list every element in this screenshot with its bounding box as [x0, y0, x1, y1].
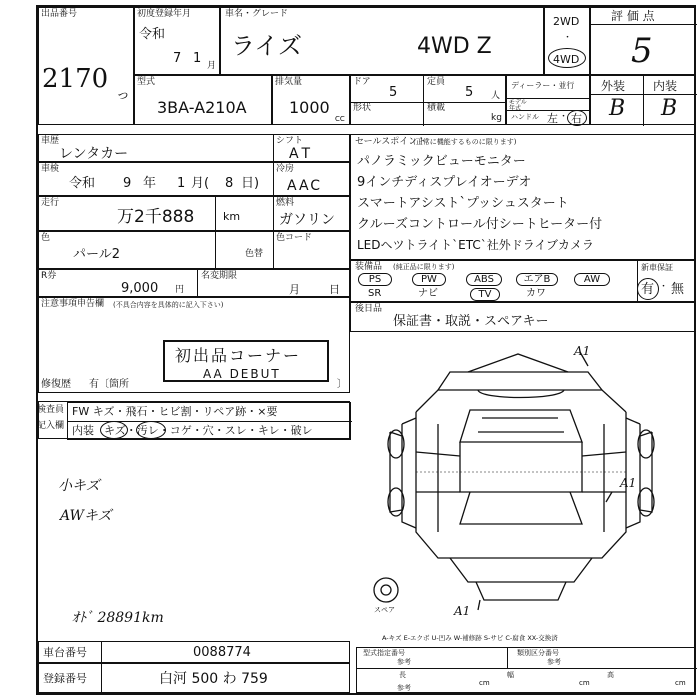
interior-grade: B [661, 96, 678, 121]
selling-point-1: パノラミックビューモニター [357, 154, 526, 169]
type-label: 型式 [137, 77, 156, 87]
interior-label: 内装 [653, 79, 678, 93]
selling-point-4: クルーズコントロール付シートヒーター付 [357, 217, 603, 232]
ref-label: 参考 [397, 684, 411, 692]
inspection-era: 令和 [69, 176, 96, 191]
fuel-value: ガソリン [279, 212, 335, 228]
shift-value: AT [289, 146, 315, 162]
plate-value: 白河 500 わ 759 [159, 671, 268, 687]
color-label: 色 [41, 233, 51, 243]
equip-navi: ナビ [418, 288, 438, 299]
drive-dot: ・ [563, 33, 573, 43]
dealer-box [506, 75, 590, 125]
doors-capacity-box [350, 75, 506, 125]
reg-era: 令和 [139, 27, 166, 42]
height-label: 高 [607, 671, 614, 679]
equip-leather: カワ [526, 288, 546, 299]
handle-label: ハンドル [511, 113, 539, 121]
accessories-value: 保証書・取説・スペアキー [393, 314, 549, 329]
category-label: 類別区分番号 [517, 649, 559, 657]
history-value: レンタカー [59, 146, 129, 162]
shift-label: シフト [276, 136, 304, 146]
model-year-label: モデル年式 [509, 99, 527, 112]
inspector-row1: FW キズ・飛石・ヒビ割・リペア跡・×要 [72, 405, 278, 418]
equip-pw: PW [412, 273, 446, 286]
designation-label: 型式指定番号 [363, 649, 405, 657]
drive-4wd-circle [548, 48, 586, 68]
lot-box [38, 7, 134, 125]
inspection-label: 車検 [41, 164, 60, 174]
shape-label: 形状 [353, 103, 372, 113]
color-row [38, 231, 350, 269]
ac-label: 冷房 [276, 164, 295, 174]
recycle-row [38, 269, 350, 297]
score-value: 5 [631, 31, 653, 71]
history-label: 車歴 [41, 136, 60, 146]
displacement-box [272, 75, 350, 125]
height-cm: cm [675, 679, 686, 687]
notes-label: 注意事項申告欄 [41, 299, 105, 309]
mileage-label: 走行 [41, 198, 60, 208]
displacement-value: 1000 [289, 98, 330, 117]
kg-unit: kg [491, 113, 502, 123]
damage-mark-1: A1 [574, 344, 591, 358]
handle-right-circle [567, 110, 587, 126]
reg-date-label: 初度登録年月 [137, 9, 192, 19]
debut-stamp [163, 340, 329, 382]
warranty-no: 無 [671, 282, 685, 297]
reg-year: 7 [173, 51, 182, 66]
mileage-row [38, 196, 350, 231]
equip-abs: ABS [466, 273, 502, 286]
inspection-year-unit: 年 [143, 176, 157, 191]
accessories-box [350, 302, 696, 332]
warranty-label: 新車保証 [641, 263, 673, 272]
car-damage-diagram [350, 332, 696, 638]
chassis-label: 車台番号 [43, 646, 87, 659]
score-label: 評 価 点 [611, 9, 655, 23]
type-value: 3BA-A210A [157, 98, 247, 117]
accessories-label: 後日品 [355, 304, 383, 314]
category-value: 参考 [547, 658, 561, 666]
equip-ps: PS [358, 273, 392, 286]
handle-left: 左 [547, 112, 558, 125]
dealer-label: ディーラー・並行 [511, 81, 575, 90]
exterior-label: 外装 [601, 79, 626, 93]
equipment-label: 装備品 [355, 262, 383, 272]
title-month-label: 月 [289, 283, 300, 296]
inspection-month: 1 [177, 176, 186, 191]
inspector-label1: 検査員 [37, 405, 65, 415]
color-change-label: 色替 [245, 249, 264, 259]
doors-value: 5 [389, 85, 398, 100]
plate-label: 登録番号 [43, 672, 87, 685]
inspector-row2: キズ・汚レ・コゲ・穴・スレ・キレ・破レ [104, 424, 313, 437]
length-label: 長 [399, 671, 406, 679]
recycle-value: 9,000 [121, 281, 159, 296]
notes-box [38, 297, 350, 393]
equipment-note: (純正品に限ります) [393, 263, 455, 271]
auction-sheet [36, 5, 696, 695]
handwritten-note-1: 小キズ [58, 478, 100, 494]
mileage-value: 万2千888 [117, 207, 195, 227]
reg-month-unit: 月 [207, 61, 217, 71]
capacity-value: 5 [465, 85, 474, 100]
reg-date-box [134, 7, 220, 75]
type-box [134, 75, 272, 125]
inspection-day: 8 [225, 176, 234, 191]
equip-tv: TV [470, 288, 500, 301]
color-code-label: 色コード [276, 233, 313, 243]
lot-label: 出品番号 [41, 9, 78, 19]
damage-mark-3: A1 [454, 604, 471, 618]
repair-value: 有〔箇所 [89, 379, 129, 390]
ext-int-box [590, 75, 696, 125]
ac-value: AAC [287, 178, 323, 194]
width-cm: cm [579, 679, 590, 687]
repair-close: 〕 [337, 379, 347, 390]
damage-legend: A-キズ E-エクボ U-凹み W-補修跡 S-サビ C-腐食 XX-交換済 [382, 634, 558, 642]
equip-airbag: エアB [516, 273, 558, 286]
inspection-row [38, 162, 350, 196]
handwritten-note-2: AWキズ [60, 508, 112, 524]
drive-box [544, 7, 590, 75]
inspector-label2: 記入欄 [37, 421, 65, 431]
selling-point-3: スマートアシスト`プッシュスタート [357, 196, 569, 211]
spare-label: スペア [374, 606, 395, 614]
selling-point-2: 9インチディスプレイオーデオ [357, 175, 532, 190]
fuel-label: 燃料 [276, 198, 295, 208]
inspection-year: 9 [123, 176, 132, 191]
plate-row [38, 663, 350, 693]
color-value: パール2 [73, 247, 121, 262]
lot-number: 2170 [42, 64, 109, 94]
title-day-label: 日 [329, 283, 340, 296]
selling-point-5: LEDヘツトライト`ETC`社外ドライブカメラ [357, 238, 594, 252]
odometer-note: ｵﾄﾞ 28891km [72, 610, 164, 626]
designation-value: 参考 [397, 658, 411, 666]
doors-label: ドア [353, 77, 371, 87]
model-label: 車名・グレード [225, 9, 289, 19]
selling-points-box [350, 134, 696, 260]
capacity-label: 定員 [427, 77, 446, 87]
score-box [590, 7, 696, 75]
capacity-unit: 人 [491, 91, 501, 101]
reg-month: 1 [193, 51, 202, 66]
repair-label: 修復歴 [41, 379, 71, 390]
inspection-month-unit: 月( [191, 176, 210, 191]
damage-mark-2: A1 [620, 476, 637, 490]
chassis-row [38, 641, 350, 663]
inspection-day-unit: 日) [241, 176, 260, 191]
car-name: ライズ [231, 32, 303, 60]
warranty-dot: ・ [659, 282, 669, 292]
recycle-label: R券 [41, 271, 57, 281]
handle-right: 右 [571, 112, 582, 125]
equip-aw: AW [574, 273, 610, 286]
cc-unit: CC [335, 115, 345, 123]
selling-points-note: (正常に機能するものに限ります) [413, 138, 517, 146]
drive-2wd: 2WD [553, 15, 580, 28]
grade: 4WD Z [417, 34, 492, 59]
stamp-line2: AA DEBUT [203, 367, 281, 381]
displacement-label: 排気量 [275, 77, 303, 87]
chassis-value: 0088774 [193, 645, 251, 660]
exterior-grade: B [609, 96, 626, 121]
inspector-box [38, 401, 350, 439]
warranty-yes: 有 [641, 282, 655, 297]
width-label: 幅 [507, 671, 514, 679]
drive-4wd: 4WD [553, 53, 580, 66]
yen-unit: 円 [175, 285, 185, 295]
designation-box [356, 647, 696, 693]
history-row [38, 134, 350, 162]
lot-mark: っ [115, 87, 129, 103]
notes-subnote: (不具合内容を具体的に記入下さい) [113, 301, 224, 309]
inspector-row2-label: 内装 [72, 424, 94, 437]
selling-points-label: セールスポイント [355, 137, 427, 147]
stamp-line1: 初出品コーナー [175, 346, 302, 365]
payload-label: 積載 [427, 103, 446, 113]
km-unit: km [223, 210, 241, 223]
length-cm: cm [479, 679, 490, 687]
model-box [220, 7, 544, 75]
title-deadline-label: 名変期限 [201, 271, 238, 281]
handle-dot: ・ [559, 112, 569, 122]
equip-sr: SR [368, 288, 382, 299]
